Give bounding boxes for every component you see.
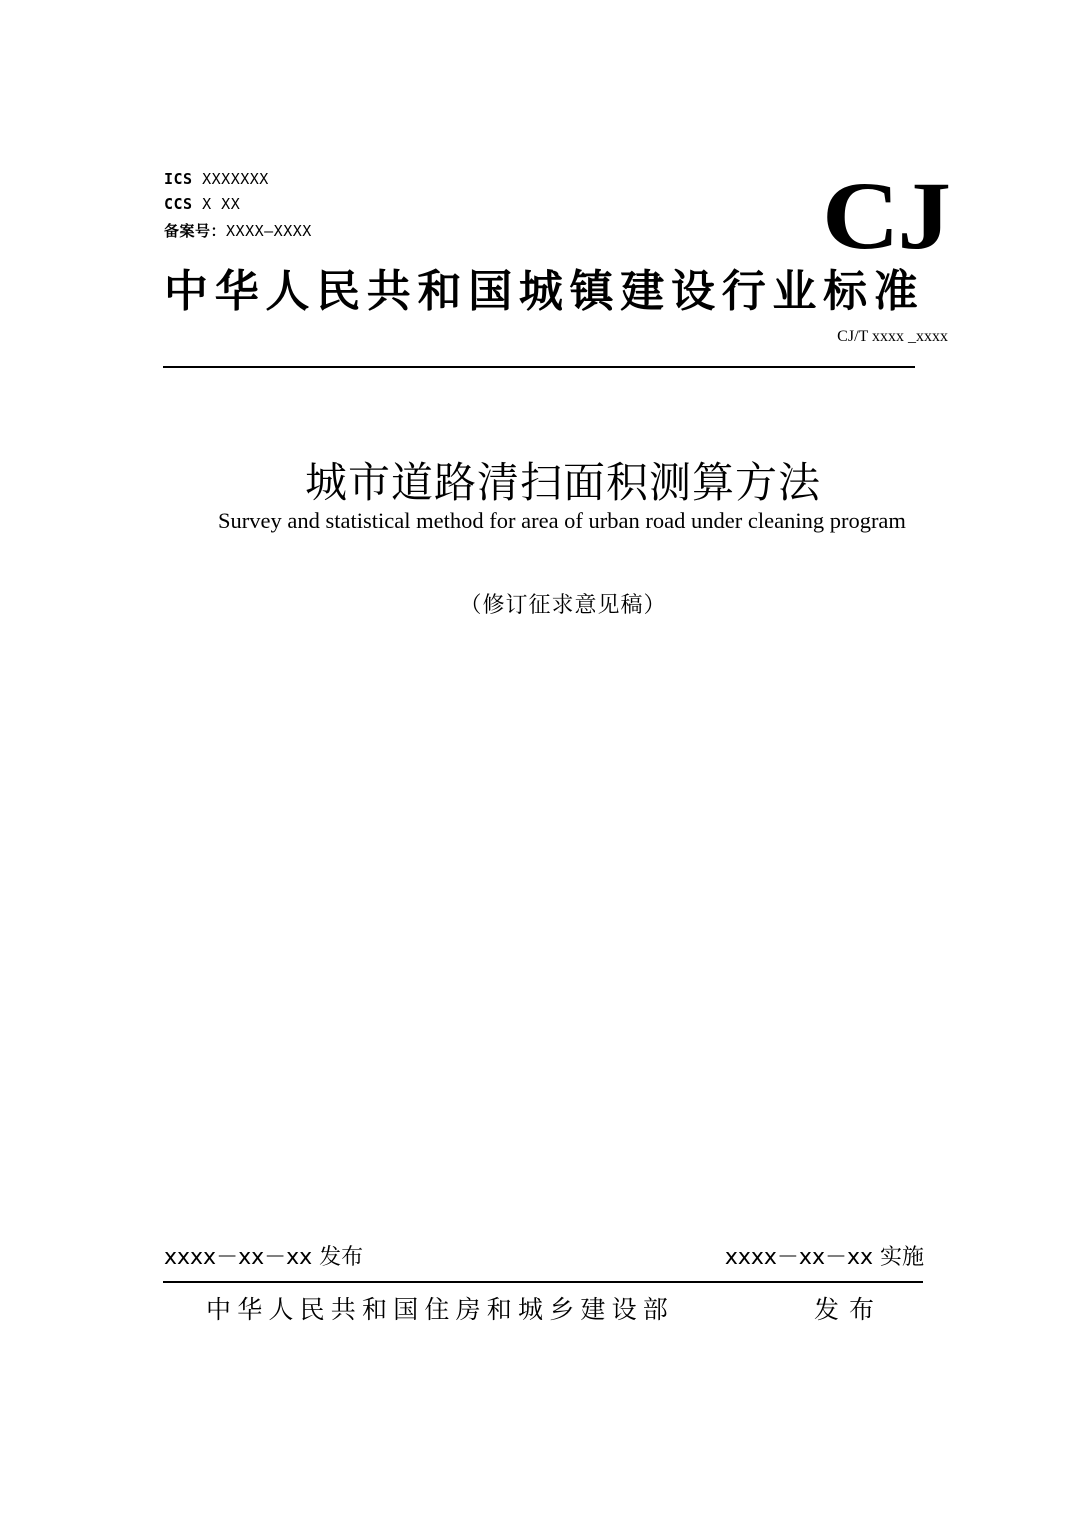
effective-date: xxxx－xx－xx 实施 — [724, 1245, 924, 1270]
ccs-line — [164, 195, 240, 213]
ics-label: ICS — [164, 170, 193, 188]
ics-value: XXXXXXX — [202, 170, 269, 188]
filing-value: XXXX—XXXX — [226, 222, 312, 240]
publish-date: xxxx－xx－xx 发布 — [164, 1245, 364, 1270]
publisher-verb: 发布 — [814, 1295, 885, 1324]
draft-status: （修订征求意见稿） — [459, 593, 667, 618]
document-title: 城市道路清扫面积测算方法 — [304, 458, 821, 507]
top-divider — [163, 366, 915, 368]
ccs-value: X XX — [202, 195, 241, 213]
standard-title: 中华人民共和国城镇建设行业标准 — [164, 266, 925, 317]
filing-label: 备案号： — [164, 222, 227, 240]
document-subtitle: Survey and statistical method for area of urban road under cleaning program — [218, 508, 906, 533]
filing-line — [164, 220, 312, 241]
ics-line — [164, 170, 269, 188]
bottom-divider — [163, 1281, 923, 1283]
ccs-label: CCS — [164, 195, 193, 213]
cj-logo: CJ — [822, 162, 949, 269]
publisher-name: 中华人民共和国住房和城乡建设部 — [206, 1295, 675, 1324]
standard-code: CJ/T xxxx _xxxx — [837, 328, 948, 345]
